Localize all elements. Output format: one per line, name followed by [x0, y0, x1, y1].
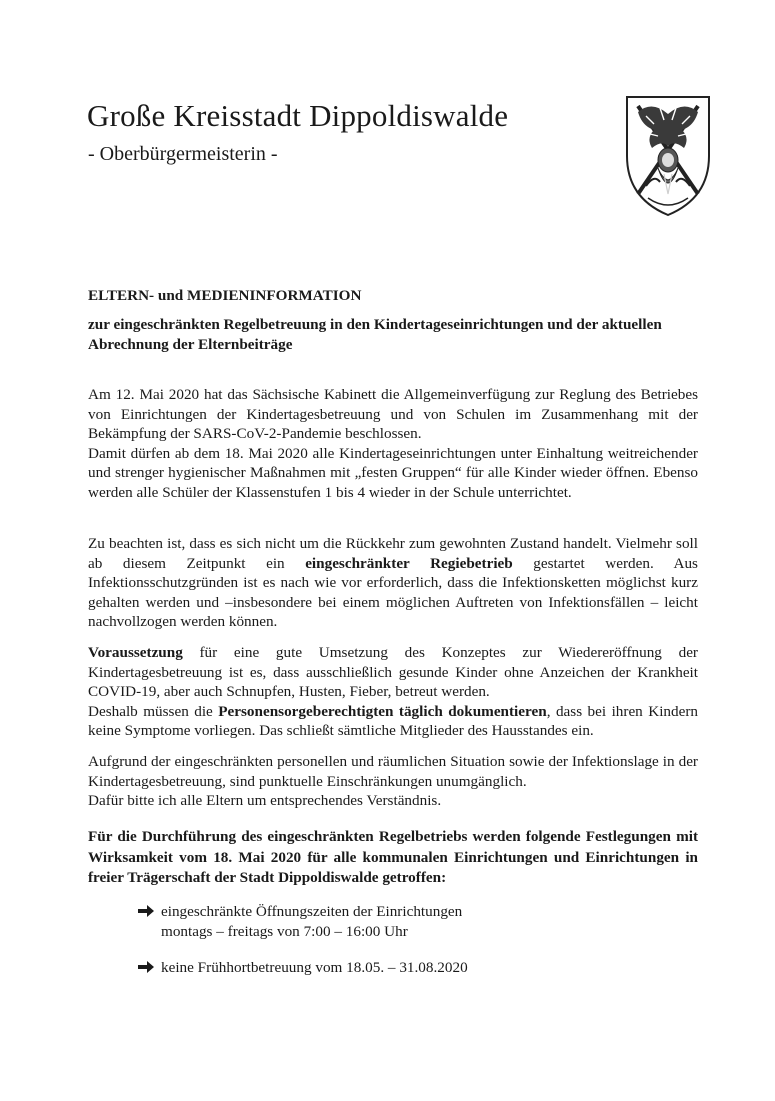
arrow-right-icon [137, 903, 155, 919]
document-subheading: zur eingeschränkten Regelbetreuung in den Kindertageseinrichtungen und der aktuellen Abrechnung der Elternbeiträge [88, 316, 662, 353]
list-item [137, 958, 697, 978]
emphasis-text: Voraussetzung [88, 644, 183, 661]
paragraph-text: Am 12. Mai 2020 hat das Sächsische Kabinett die Allgemeinverfügung zur Reglung des Betriebes von Einrichtungen der Kindertagesbetreuung und von Schulen im Zusammenhang mit der Bekämpfung der SARS-CoV-2-Pandemie beschlossen. [88, 386, 698, 443]
paragraph-text: Aufgrund der eingeschränkten personellen und räumlichen Situation sowie der Infektionslage in der Kindertagesbetreuung, sind punktuelle Einschränkungen unumgänglich. [88, 753, 698, 790]
paragraph-regulations: Für die Durchführung des eingeschränkten Regelbetriebs werden folgende Festlegungen mit Wirksamkeit vom 18. Mai 2020 für alle kommunalen Einrichtungen und Einrichtungen in freier Trägerschaft der Stadt Dippoldiswalde getroffen: [88, 828, 698, 886]
paragraph-announcement [88, 385, 698, 503]
emphasis-text: eingeschränkter Regiebetrieb [305, 554, 513, 572]
arrow-right-icon [137, 959, 155, 975]
list-item [137, 902, 697, 942]
document-heading: ELTERN- und MEDIENINFORMATION [88, 287, 362, 304]
paragraph-text: gestartet werden. Aus Infektionsschutzgründen ist es nach wie vor erforderlich, dass die Infektionsketten möglichst kurz gehalten werden und –insbesondere bei einem möglichen Auftreten von Infektionsfällen – leicht nachvollzogen werden können. [88, 554, 698, 631]
paragraph-restricted-operation [88, 534, 698, 632]
paragraph-requirements [88, 643, 698, 741]
paragraph-text: Zu beachten ist, dass es sich nicht um die Rückkehr zum gewohnten Zustand handelt. Vielmehr soll ab diesem Zeitpunkt ein [88, 535, 698, 572]
emphasis-text: Personensorgeberechtigten täglich dokumentieren [218, 702, 547, 720]
list-item-text: montags – freitags von 7:00 – 16:00 Uhr [161, 923, 408, 940]
paragraph-text: , dass bei ihren Kindern keine Symptome vorliegen. Das schließt sämtliche Mitglieder des Hausstandes ein. [88, 702, 699, 740]
paragraph-text: Damit dürfen ab dem 18. Mai 2020 alle Kindertageseinrichtungen unter Einhaltung weitreichender und strenger hygienischer Maßnahmen mit „festen Gruppen“ für alle Kinder wieder öffnen. Ebenso werden alle Schüler der Klassenstufen 1 bis 4 wieder in der Schule unterrichtet. [88, 444, 698, 501]
list-item-text: eingeschränkte Öffnungszeiten der Einrichtungen [161, 903, 463, 920]
coat-of-arms-icon [624, 94, 712, 218]
page-title: Große Kreisstadt Dippoldiswalde [87, 98, 509, 133]
paragraph-limitations [88, 752, 698, 811]
paragraph-text: für eine gute Umsetzung des Konzeptes zur Wiedereröffnung der Kindertagesbetreuung ist es, dass ausschließlich gesunde Kinder ohne Anzeichen der Krankheit COVID-19, aber auch Schnupfen, Husten, Fieber, betreut werden. [88, 644, 698, 701]
paragraph-text: Dafür bitte ich alle Eltern um entsprechendes Verständnis. [88, 792, 442, 810]
list-item-text: keine Frühhortbetreuung vom 18.05. – 31.08.2020 [161, 959, 468, 976]
page-subtitle: - Oberbürgermeisterin - [88, 143, 278, 165]
paragraph-text: Deshalb müssen die [88, 702, 219, 720]
